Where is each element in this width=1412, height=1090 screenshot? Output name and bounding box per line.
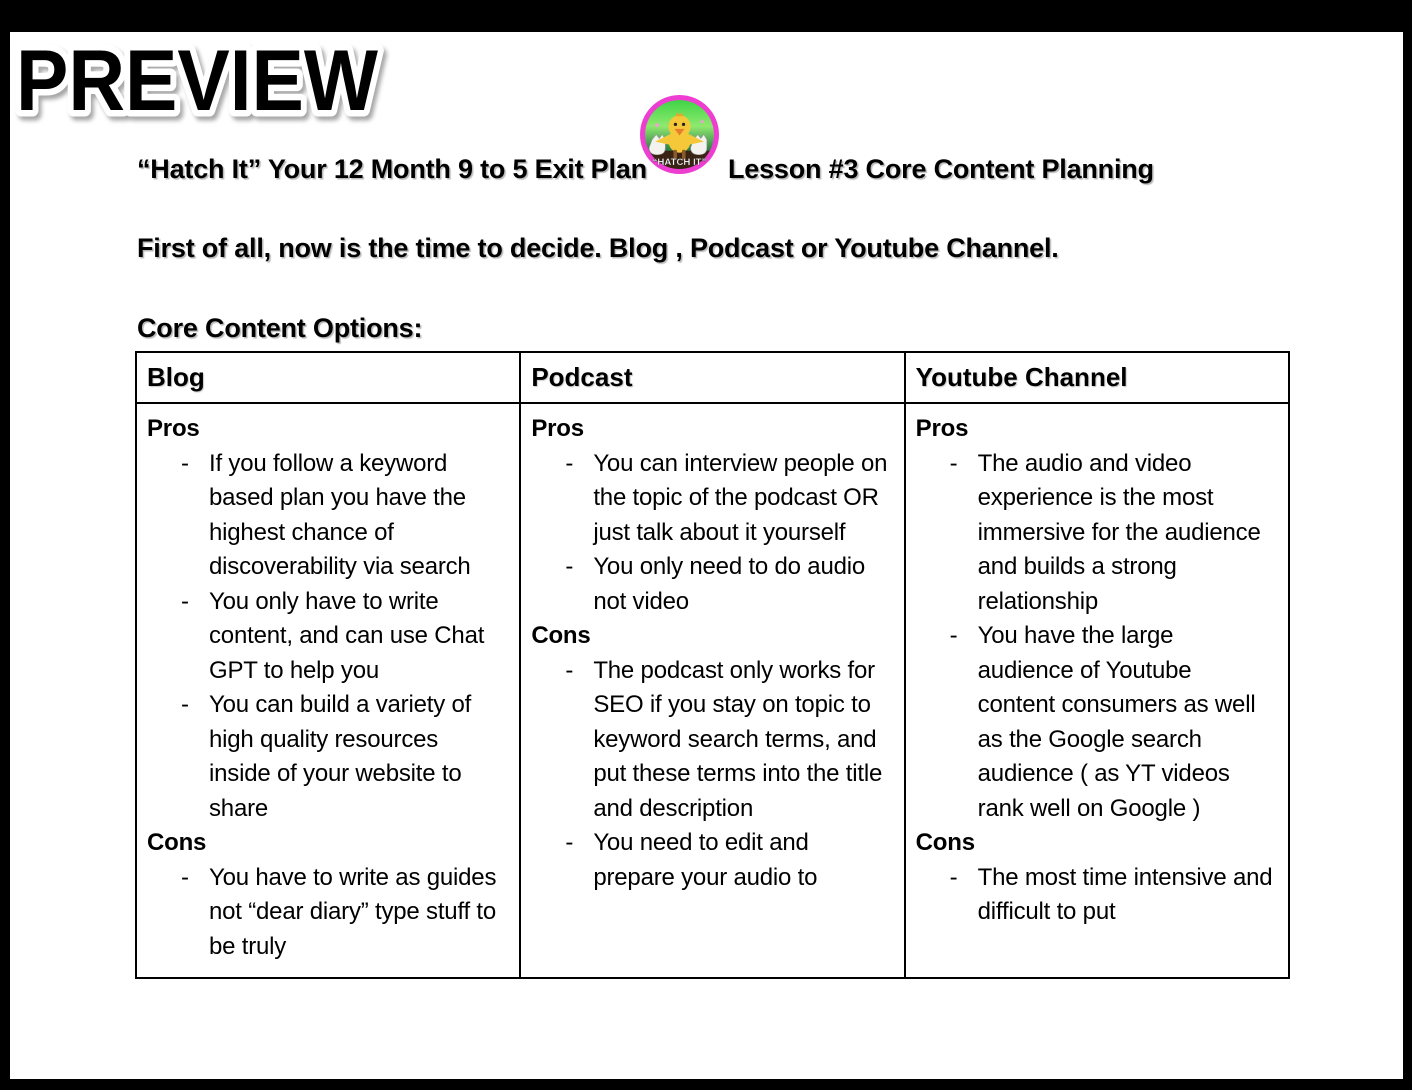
- sparkle-icon: ✦: [653, 120, 661, 131]
- preview-watermark: [10, 32, 410, 132]
- list-item: - You have the large audience of Youtube content consumers as well as the Google search audience ( as YT videos rank well on Google ): [916, 619, 1273, 826]
- pros-label: Pros: [147, 415, 200, 442]
- cons-label: Cons: [531, 622, 591, 649]
- podcast-pros-list: [531, 447, 888, 620]
- pros-label: Pros: [915, 415, 969, 442]
- podcast-cons-list: [531, 654, 888, 896]
- youtube-pros-list: [916, 447, 1273, 827]
- section-heading: Core Content Options:: [137, 313, 423, 343]
- podcast-cell: [520, 403, 904, 978]
- list-item: - The most time intensive and difficult to put: [916, 861, 1273, 930]
- blog-cell-content: [137, 404, 519, 975]
- hatch-it-logo: [640, 95, 719, 174]
- doc-title: “Hatch It” Your 12 Month 9 to 5 Exit Plan: [137, 154, 647, 184]
- blog-cell: [136, 403, 520, 978]
- youtube-cons-list: [916, 861, 1273, 930]
- column-header-podcast: Podcast: [520, 352, 904, 403]
- document-page: [10, 32, 1403, 1079]
- pros-label: Pros: [531, 415, 584, 442]
- podcast-cell-content: [521, 404, 903, 975]
- preview-watermark-text: PREVIEW: [16, 33, 379, 129]
- intro-text: First of all, now is the time to decide. Blog , Podcast or Youtube Channel.: [137, 233, 1059, 263]
- youtube-cell: [905, 403, 1289, 978]
- column-header-youtube: Youtube Channel: [905, 352, 1289, 403]
- list-item: - You need to edit and prepare your audio to: [531, 826, 888, 895]
- blog-cons-list: [147, 861, 504, 965]
- chick-eye-right: [682, 123, 685, 126]
- list-item: - The audio and video experience is the most immersive for the audience and builds a strong relationship: [916, 447, 1273, 620]
- table-body-row: [136, 403, 1289, 978]
- list-item: - You only have to write content, and can use Chat GPT to help you: [147, 585, 504, 689]
- list-item: - You only need to do audio not video: [531, 550, 888, 619]
- list-item: - The podcast only works for SEO if you stay on topic to keyword search terms, and put these terms into the title and description: [531, 654, 888, 827]
- cons-label: Cons: [915, 829, 975, 856]
- logo-wordmark: “HATCH IT”: [652, 156, 707, 168]
- core-content-table: [135, 351, 1290, 979]
- chick-eye-left: [674, 123, 677, 126]
- list-item: - You can build a variety of high quality resources inside of your website to share: [147, 688, 504, 826]
- youtube-cell-content: [906, 404, 1288, 975]
- list-item: - You have to write as guides not “dear diary” type stuff to be truly: [147, 861, 504, 965]
- list-item: - If you follow a keyword based plan you have the highest chance of discoverability via search: [147, 447, 504, 585]
- column-header-blog: Blog: [136, 352, 520, 403]
- table-header-row: [136, 352, 1289, 403]
- sparkle-icon: ✦: [698, 117, 706, 127]
- cons-label: Cons: [147, 829, 207, 856]
- blog-pros-list: [147, 447, 504, 827]
- list-item: - You can interview people on the topic of the podcast OR just talk about it yourself: [531, 447, 888, 551]
- lesson-title: Lesson #3 Core Content Planning: [728, 154, 1154, 184]
